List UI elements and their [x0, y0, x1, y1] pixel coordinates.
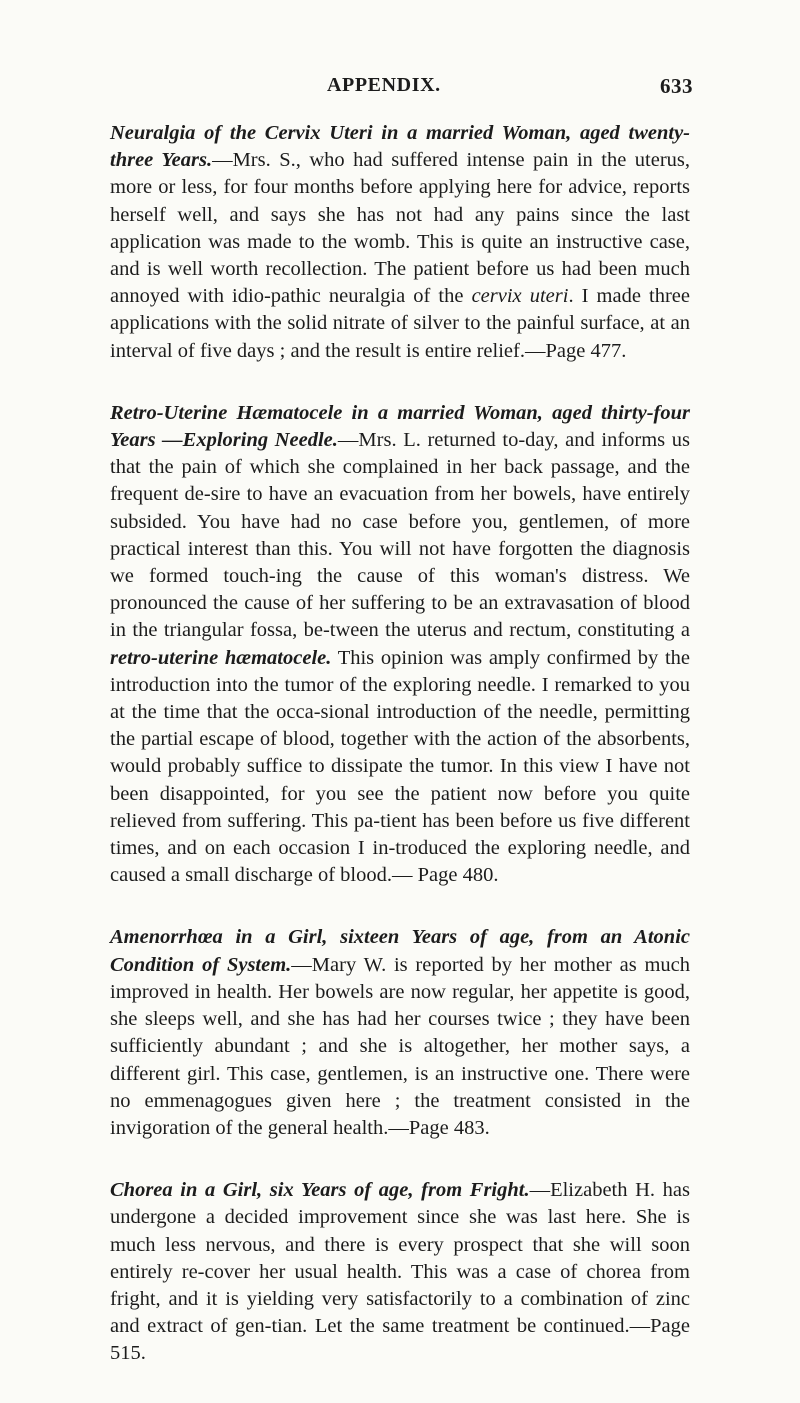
case-text: . I made three applications with the solid nitrate of silver to the painful surface, at an interval of five days ; and the result is entire relief.—Page 477. — [110, 285, 690, 362]
case-text: —Mrs. S., who had suffered intense pain in the uterus, more or less, for four months before applying here for advice, reports herself well, and says she has not had any pains since the last application was made to the womb. This is quite an instructive case, and is well worth recollection. The patient before us had been much annoyed with idio-pathic neuralgia of the — [110, 149, 690, 308]
case-title: Retro-Uterine Hæmatocele in a married Woman, aged thirty-four Years —Exploring Needle. — [110, 401, 690, 452]
italic-term: cervix uteri — [471, 285, 569, 308]
page-header — [0, 74, 800, 104]
case-paragraph-chorea — [110, 1177, 690, 1367]
italic-term: retro-uterine hæmatocele. — [110, 646, 332, 669]
case-text: —Mrs. L. returned to-day, and informs us that the pain of which she complained in her back passage, and the frequent de-sire to have an evacuation from her bowels, have entirely subsided. You have had no case before you, gentlemen, of more practical interest than this. You will not have forgotten the diagnosis we formed touch-ing the cause of this woman's distress. We pronounced the cause of her suffering to be an extravasation of blood in the triangular fossa, be-tween the uterus and rectum, constituting a — [110, 429, 691, 642]
case-title: Chorea in a Girl, six Years of age, from Fright. — [110, 1179, 530, 1202]
page-number: 633 — [660, 74, 693, 98]
case-paragraph-neuralgia — [110, 120, 690, 365]
case-paragraph-amenorrhoea — [110, 924, 690, 1142]
case-title: Neuralgia of the Cervix Uteri in a married Woman, aged twenty-three Years. — [110, 122, 690, 172]
case-text: —Elizabeth H. has undergone a decided improvement since she was last here. She is much less nervous, and there is every prospect that she will soon entirely re-cover her usual health. This was a case of chorea from fright, and it is yielding very satisfactorily to a combination of zinc and extract of gen-tian. Let the same treatment be continued.—Page 515. — [110, 1179, 690, 1365]
body-text — [110, 120, 690, 1403]
case-text: —Mary W. is reported by her mother as much improved in health. Her bowels are now regular, her appetite is good, she sleeps well, and she has had her courses twice ; they have been sufficiently abundant ; and she is altogether, her mother says, a different girl. This case, gentlemen, is an instructive one. There were no emmenagogues given here ; the treatment consisted in the invigoration of the general health.—Page 483. — [110, 953, 690, 1139]
case-paragraph-haematocele — [110, 400, 690, 890]
case-text: This opinion was amply confirmed by the introduction into the tumor of the exploring needle. I remarked to you at the time that the occa-sional introduction of the needle, permitting the partial escape of blood, together with the action of the absorbents, would probably suffice to dissipate the tumor. In this view I have not been disappointed, for you see the patient now before you quite relieved from suffering. This pa-tient has been before us five different times, and on each occasion I in-troduced the exploring needle, and caused a small discharge of blood.— Page 480. — [110, 646, 690, 887]
case-title: Amenorrhœa in a Girl, sixteen Years of age, from an Atonic Condition of System. — [110, 926, 690, 976]
running-title: APPENDIX. — [327, 74, 441, 96]
